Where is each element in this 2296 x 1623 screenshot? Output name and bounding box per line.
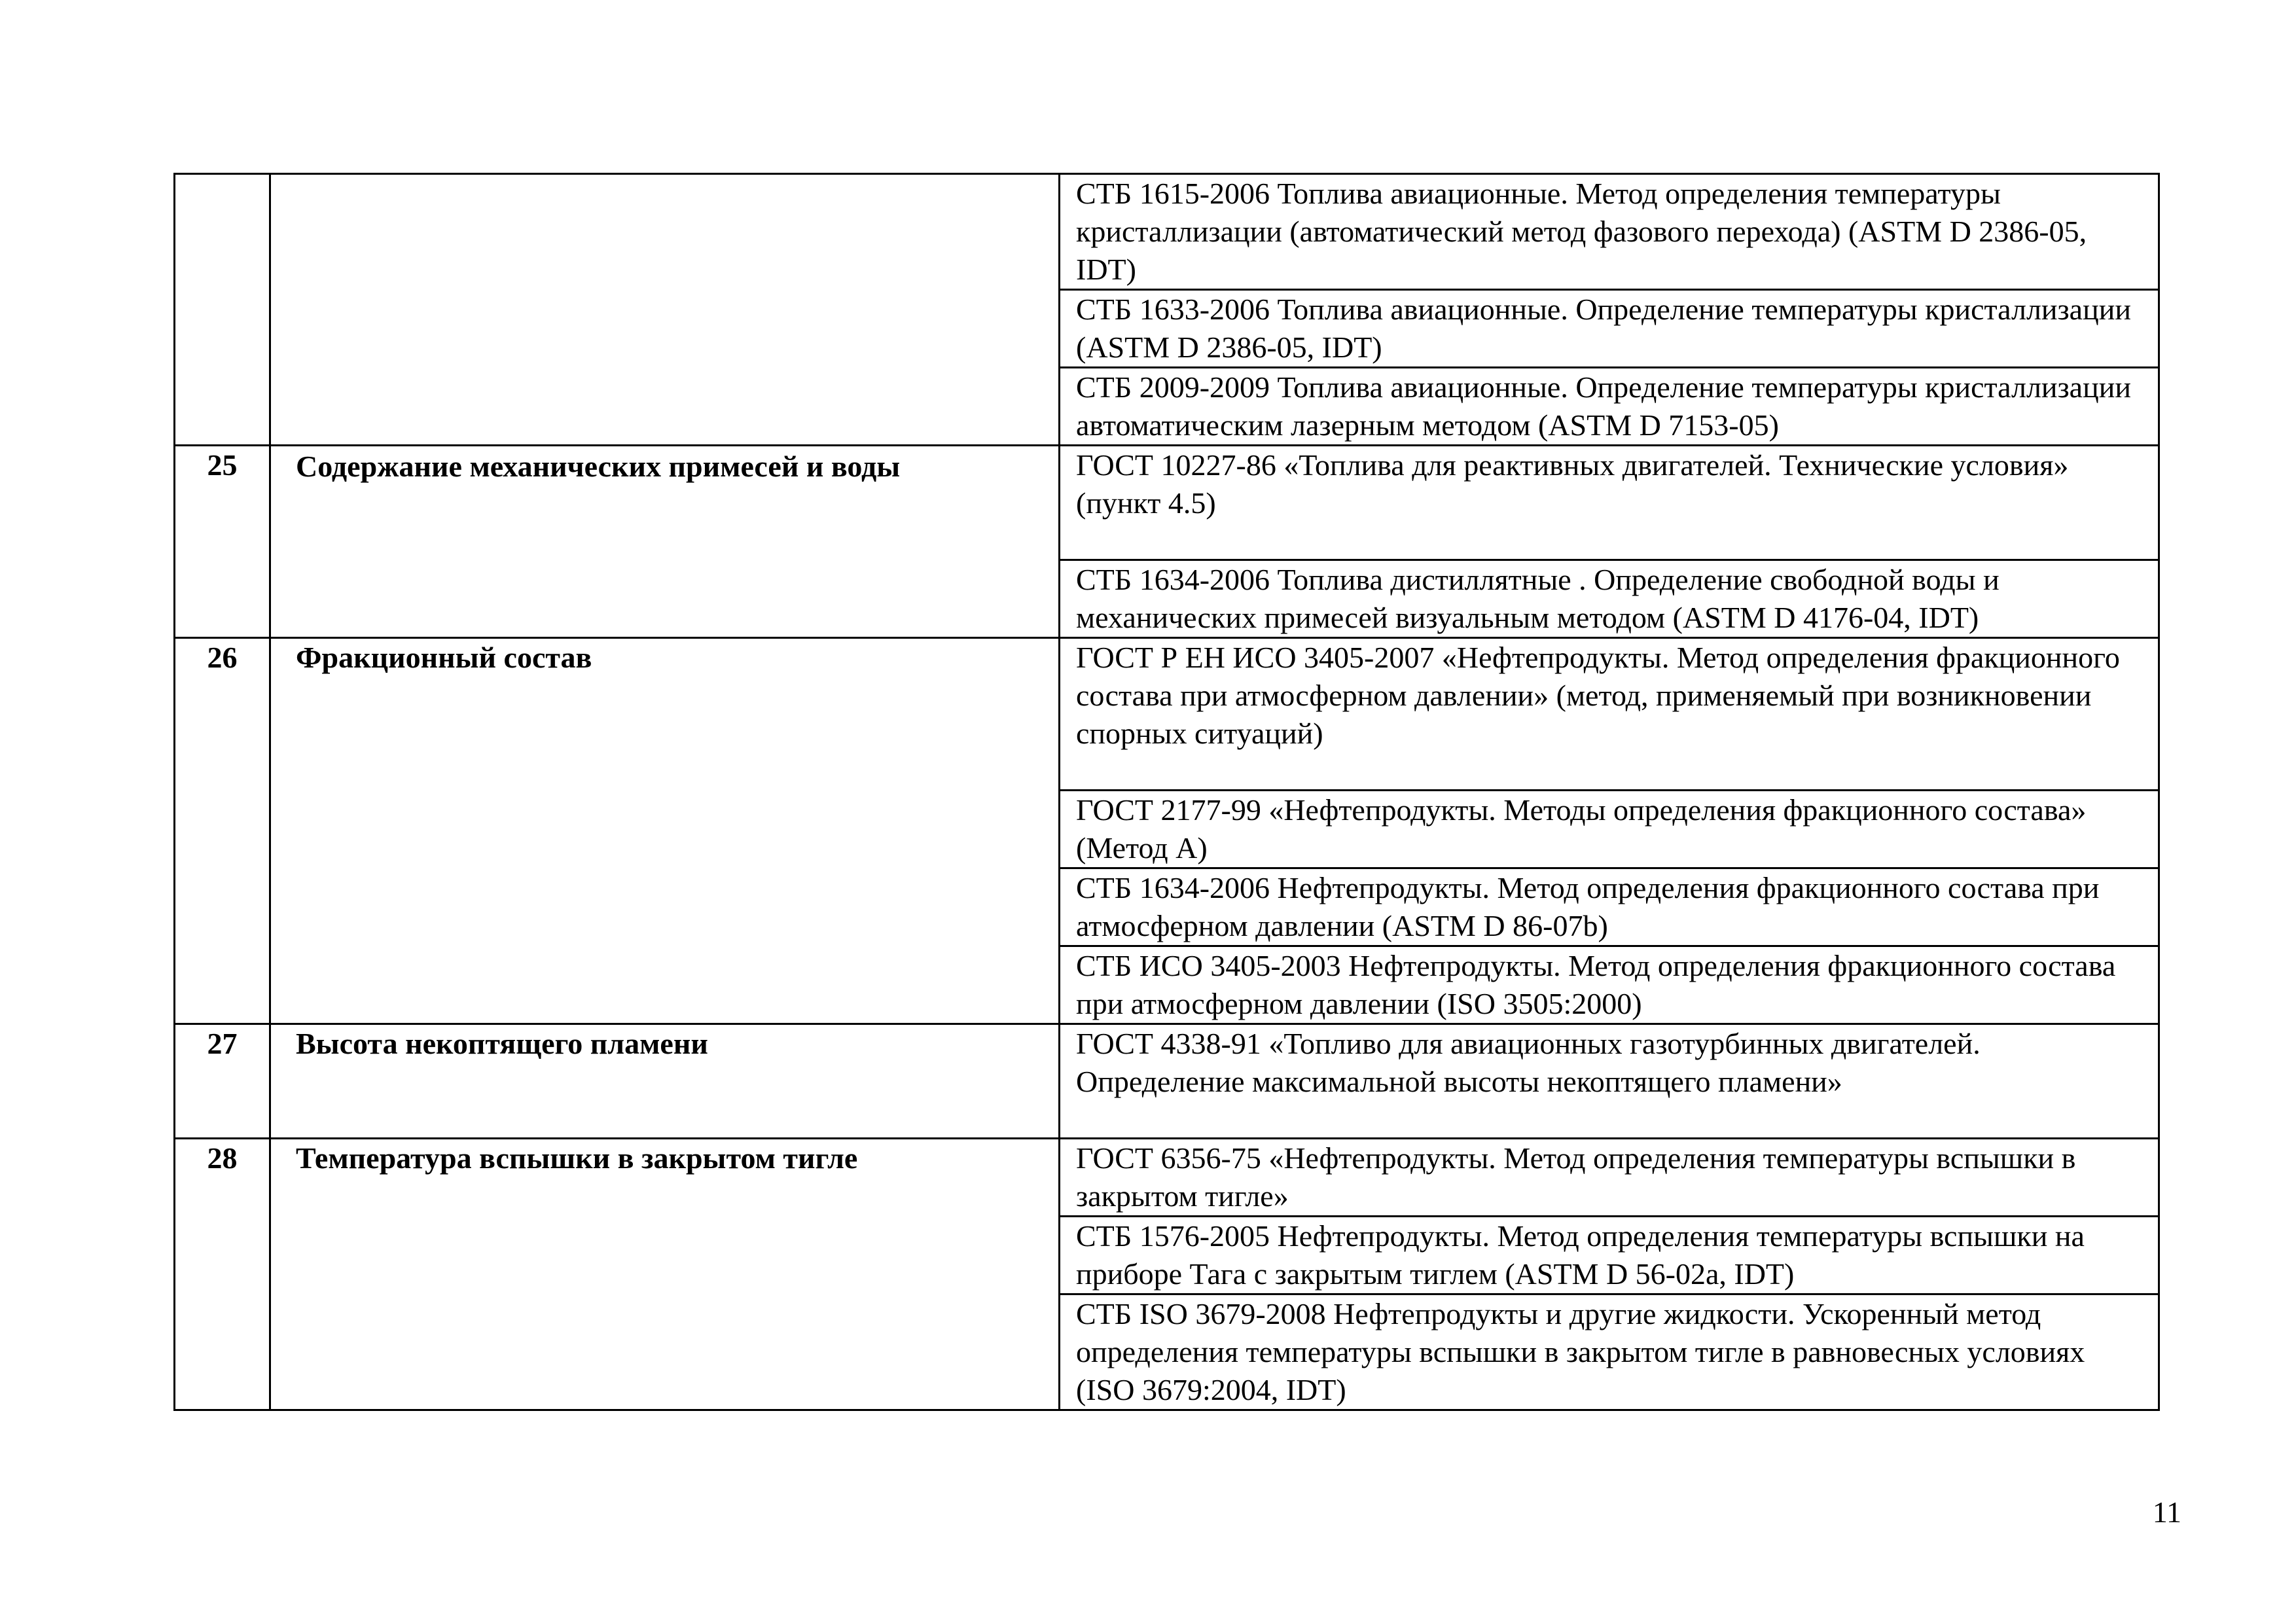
- standard-cell: СТБ 1576-2005 Нефтепродукты. Метод определения температуры вспышки на приборе Тага с закрытым тиглем (ASTM D 56-02а, IDT): [1060, 1217, 2159, 1294]
- standard-cell: СТБ 1633-2006 Топлива авиационные. Определение температуры кристаллизации (ASTM D 2386-05, IDT): [1060, 290, 2159, 368]
- row-number: 25: [175, 446, 270, 638]
- row-parameter: Содержание механических примесей и воды: [270, 446, 1060, 638]
- standard-cell: СТБ 1634-2006 Топлива дистиллятные . Определение свободной воды и механических примесей визуальным методом (ASTM D 4176-04, IDT): [1060, 560, 2159, 638]
- table-row: [175, 174, 2159, 290]
- standard-cell: СТБ 1634-2006 Нефтепродукты. Метод определения фракционного состава при атмосферном давлении (ASTM D 86-07b): [1060, 868, 2159, 946]
- standards-table: [173, 173, 2160, 1411]
- standard-cell: ГОСТ 10227-86 «Топлива для реактивных двигателей. Технические условия» (пункт 4.5): [1060, 446, 2159, 560]
- table-row: [175, 1024, 2159, 1139]
- page-number: 11: [2152, 1495, 2181, 1529]
- standard-cell: ГОСТ 4338-91 «Топливо для авиационных газотурбинных двигателей. Определение максимальной высоты некоптящего пламени»: [1060, 1024, 2159, 1139]
- standard-cell: СТБ ИСО 3405-2003 Нефтепродукты. Метод определения фракционного состава при атмосферном давлении (ISO 3505:2000): [1060, 946, 2159, 1024]
- standard-cell: СТБ 1615-2006 Топлива авиационные. Метод определения температуры кристаллизации (автоматический метод фазового перехода) (ASTM D 2386-05, IDT): [1060, 174, 2159, 290]
- row-number: 26: [175, 638, 270, 1024]
- row-number: [175, 174, 270, 446]
- row-number: 28: [175, 1139, 270, 1410]
- row-parameter: Высота некоптящего пламени: [270, 1024, 1060, 1139]
- table-row: [175, 446, 2159, 560]
- table-row: [175, 638, 2159, 791]
- row-parameter: Фракционный состав: [270, 638, 1060, 1024]
- standard-cell: СТБ ISO 3679-2008 Нефтепродукты и другие жидкости. Ускоренный метод определения температуры вспышки в закрытом тигле в равновесных условиях (ISO 3679:2004, IDT): [1060, 1294, 2159, 1410]
- row-number: 27: [175, 1024, 270, 1139]
- standard-cell: СТБ 2009-2009 Топлива авиационные. Определение температуры кристаллизации автоматическим лазерным методом (ASTM D 7153-05): [1060, 368, 2159, 446]
- standard-cell: ГОСТ 2177-99 «Нефтепродукты. Методы определения фракционного состава» (Метод А): [1060, 791, 2159, 868]
- table-row: [175, 1139, 2159, 1217]
- standard-cell: ГОСТ 6356-75 «Нефтепродукты. Метод определения температуры вспышки в закрытом тигле»: [1060, 1139, 2159, 1217]
- row-parameter: [270, 174, 1060, 446]
- standard-cell: ГОСТ Р ЕН ИСО 3405-2007 «Нефтепродукты. Метод определения фракционного состава при атмосферном давлении» (метод, применяемый при возникновении спорных ситуаций): [1060, 638, 2159, 791]
- row-parameter: Температура вспышки в закрытом тигле: [270, 1139, 1060, 1410]
